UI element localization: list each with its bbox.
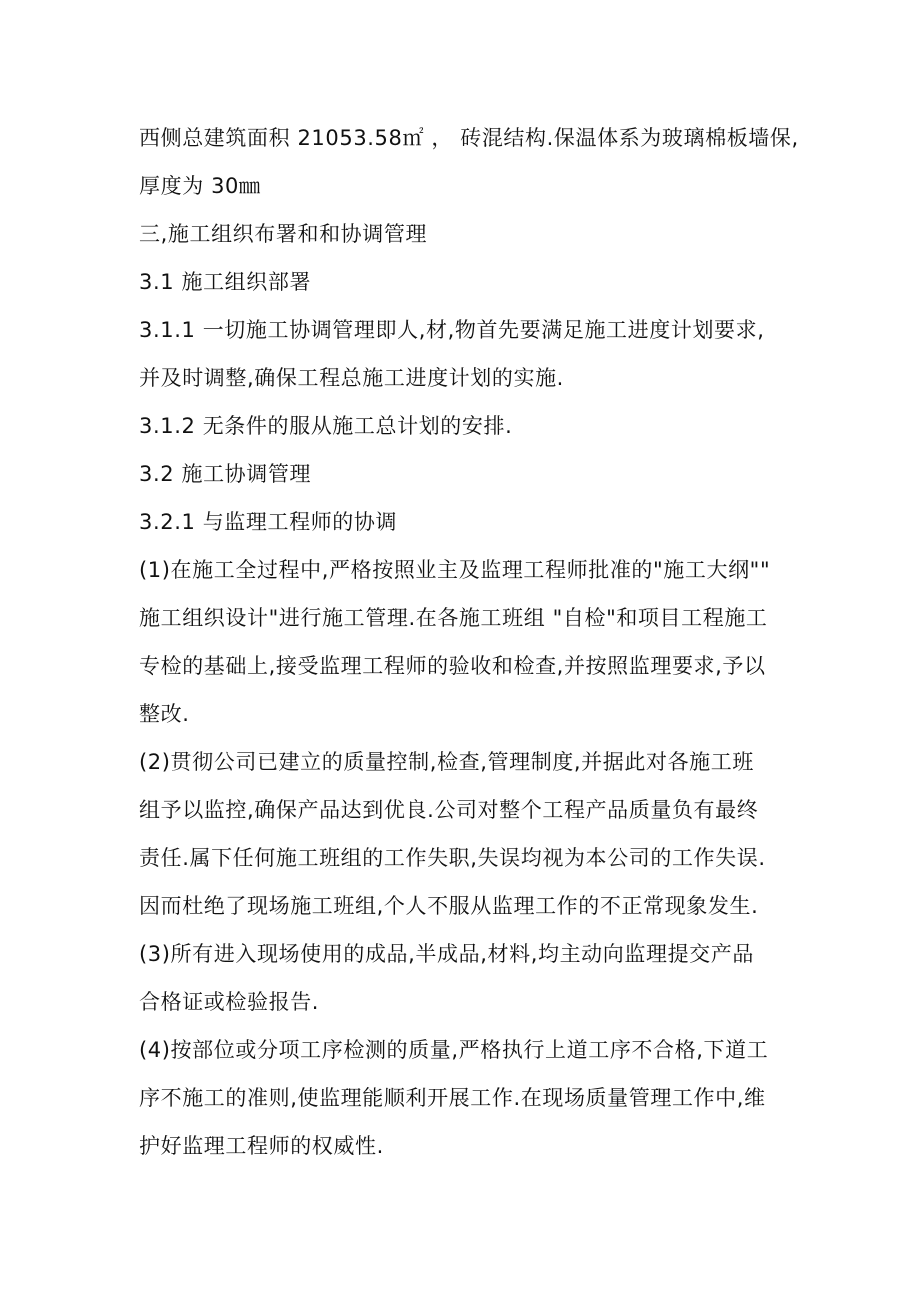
subsection-heading: 3.2 施工协调管理 bbox=[139, 462, 312, 486]
paragraph-line: 并及时调整,确保工程总施工进度计划的实施. bbox=[139, 366, 564, 390]
paragraph-line: (2)贯彻公司已建立的质量控制,检查,管理制度,并据此对各施工班 bbox=[139, 750, 754, 774]
paragraph-line: 施工组织设计"进行施工管理.在各施工班组 "自检"和项目工程施工 bbox=[139, 606, 768, 630]
paragraph-line: 3.1.1 一切施工协调管理即人,材,物首先要满足施工进度计划要求, bbox=[139, 318, 765, 342]
document-body bbox=[139, 118, 799, 1174]
paragraph-line: 序不施工的准则,使监理能顺利开展工作.在现场质量管理工作中,维 bbox=[139, 1086, 766, 1110]
paragraph-line: 组予以监控,确保产品达到优良.公司对整个工程产品质量负有最终 bbox=[139, 798, 759, 822]
paragraph-line: 护好监理工程师的权威性. bbox=[139, 1134, 384, 1158]
paragraph-line: 责任.属下任何施工班组的工作失职,失误均视为本公司的工作失误. bbox=[139, 846, 766, 870]
paragraph-line: 西侧总建筑面积 21053.58㎡ ， 砖混结构.保温体系为玻璃棉板墙保, bbox=[139, 126, 799, 150]
section-heading: 三,施工组织布署和和协调管理 bbox=[139, 222, 428, 246]
paragraph-line: 厚度为 30㎜ bbox=[139, 174, 261, 198]
paragraph-line: 专检的基础上,接受监理工程师的验收和检查,并按照监理要求,予以 bbox=[139, 654, 766, 678]
paragraph-line: (3)所有进入现场使用的成品,半成品,材料,均主动向监理提交产品 bbox=[139, 942, 754, 966]
subsection-heading: 3.2.1 与监理工程师的协调 bbox=[139, 510, 398, 534]
paragraph-line: (1)在施工全过程中,严格按照业主及监理工程师批准的"施工大纲"" bbox=[139, 558, 771, 582]
paragraph-line: 3.1.2 无条件的服从施工总计划的安排. bbox=[139, 414, 513, 438]
paragraph-line: (4)按部位或分项工序检测的质量,严格执行上道工序不合格,下道工 bbox=[139, 1038, 769, 1062]
paragraph-line: 整改. bbox=[139, 702, 190, 726]
paragraph-line: 合格证或检验报告. bbox=[139, 990, 320, 1014]
paragraph-line: 因而杜绝了现场施工班组,个人不服从监理工作的不正常现象发生. bbox=[139, 894, 759, 918]
subsection-heading: 3.1 施工组织部署 bbox=[139, 270, 312, 294]
